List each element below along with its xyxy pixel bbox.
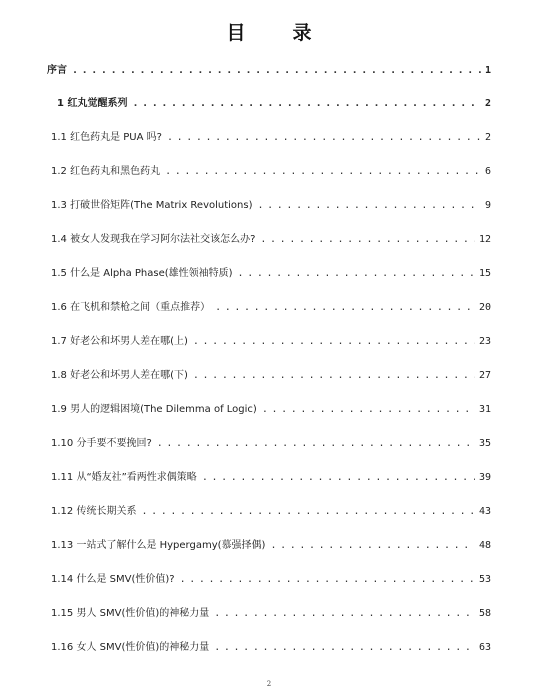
dot-leader	[180, 573, 475, 587]
toc-entry[interactable]	[51, 199, 491, 213]
toc-entry-page: 15	[478, 268, 491, 279]
toc-entry-page: 39	[478, 472, 491, 483]
dot-leader	[141, 505, 475, 519]
toc-entry-page: 20	[478, 302, 491, 313]
toc-entry[interactable]	[51, 131, 491, 145]
toc-entry-page: 9	[484, 200, 491, 211]
toc-entry[interactable]	[51, 233, 491, 247]
toc-entry[interactable]	[51, 539, 491, 553]
toc-entry[interactable]	[51, 505, 491, 519]
dot-leader	[165, 165, 481, 179]
dot-leader	[202, 471, 475, 485]
toc-entry[interactable]	[57, 97, 491, 111]
toc-entry[interactable]	[51, 165, 491, 179]
toc-entry-label: 1.5 什么是 Alpha Phase(雄性领袖特质)	[51, 268, 233, 279]
toc-entry-page: 12	[478, 234, 491, 245]
toc-entry-page: 1	[484, 65, 491, 76]
toc-entry-label: 1.13 一站式了解什么是 Hypergamy(慕强择偶)	[51, 540, 266, 551]
toc-entry-page: 35	[478, 438, 491, 449]
toc-entry[interactable]	[51, 301, 491, 315]
toc-entry[interactable]	[51, 267, 491, 281]
dot-leader	[214, 641, 475, 655]
toc-entry-label: 1.12 传统长期关系	[51, 506, 137, 517]
toc-entry-label: 1.7 好老公和坏男人差在哪(上)	[51, 336, 188, 347]
toc-entry-label: 1.1 红色药丸是 PUA 吗?	[51, 132, 162, 143]
toc-entry-label: 1.3 打破世俗矩阵(The Matrix Revolutions)	[51, 200, 253, 211]
toc-entry[interactable]	[51, 403, 491, 417]
toc-entry-page: 31	[478, 404, 491, 415]
toc-entry[interactable]	[47, 64, 491, 78]
toc-entry[interactable]	[51, 573, 491, 587]
toc-entry-page: 6	[484, 166, 491, 177]
toc-entry-label: 1.4 被女人发现我在学习阿尔法社交该怎么办?	[51, 234, 256, 245]
toc-entry[interactable]	[51, 437, 491, 451]
toc-entry-page: 53	[478, 574, 491, 585]
dot-leader	[215, 301, 475, 315]
dot-leader	[238, 267, 475, 281]
toc-title: 目 录	[226, 22, 326, 44]
toc-entry-label: 1.11 从“婚友社”看两性求偶策略	[51, 472, 197, 483]
dot-leader	[157, 437, 475, 451]
toc-entry-label: 1.16 女人 SMV(性价值)的神秘力量	[51, 642, 210, 653]
toc-entry[interactable]	[51, 607, 491, 621]
dot-leader	[193, 335, 475, 349]
toc-entry-page: 58	[478, 608, 491, 619]
toc-entry-label: 1.2 红色药丸和黑色药丸	[51, 166, 161, 177]
toc-entry-label: 1.10 分手要不要挽回?	[51, 438, 152, 449]
dot-leader	[258, 199, 481, 213]
dot-leader	[132, 97, 481, 111]
toc-entry-label: 1.9 男人的逻辑困境(The Dilemma of Logic)	[51, 404, 257, 415]
toc-entry-page: 2	[484, 132, 491, 143]
toc-entry-label: 1.8 好老公和坏男人差在哪(下)	[51, 370, 188, 381]
page-number: 2	[266, 680, 272, 688]
toc-entry-label: 1.15 男人 SMV(性价值)的神秘力量	[51, 608, 210, 619]
toc-entry-page: 2	[484, 98, 491, 109]
toc-entry-label: 1 红丸觉醒系列	[57, 98, 128, 109]
dot-leader	[270, 539, 475, 553]
toc-entry-page: 43	[478, 506, 491, 517]
toc-entry-page: 48	[478, 540, 491, 551]
toc-entry[interactable]	[51, 335, 491, 349]
dot-leader	[214, 607, 475, 621]
dot-leader	[193, 369, 475, 383]
toc-entry-label: 序言	[47, 65, 67, 76]
toc-entry-page: 63	[478, 642, 491, 653]
toc-entry-page: 27	[478, 370, 491, 381]
toc-entry-page: 23	[478, 336, 491, 347]
toc-entry[interactable]	[51, 641, 491, 655]
toc-entry[interactable]	[51, 471, 491, 485]
dot-leader	[72, 64, 481, 78]
dot-leader	[262, 403, 475, 417]
toc-entry-label: 1.6 在飞机和禁枪之间（重点推荐）	[51, 302, 211, 313]
dot-leader	[260, 233, 475, 247]
toc-entry[interactable]	[51, 369, 491, 383]
dot-leader	[167, 131, 481, 145]
toc-entry-label: 1.14 什么是 SMV(性价值)?	[51, 574, 175, 585]
